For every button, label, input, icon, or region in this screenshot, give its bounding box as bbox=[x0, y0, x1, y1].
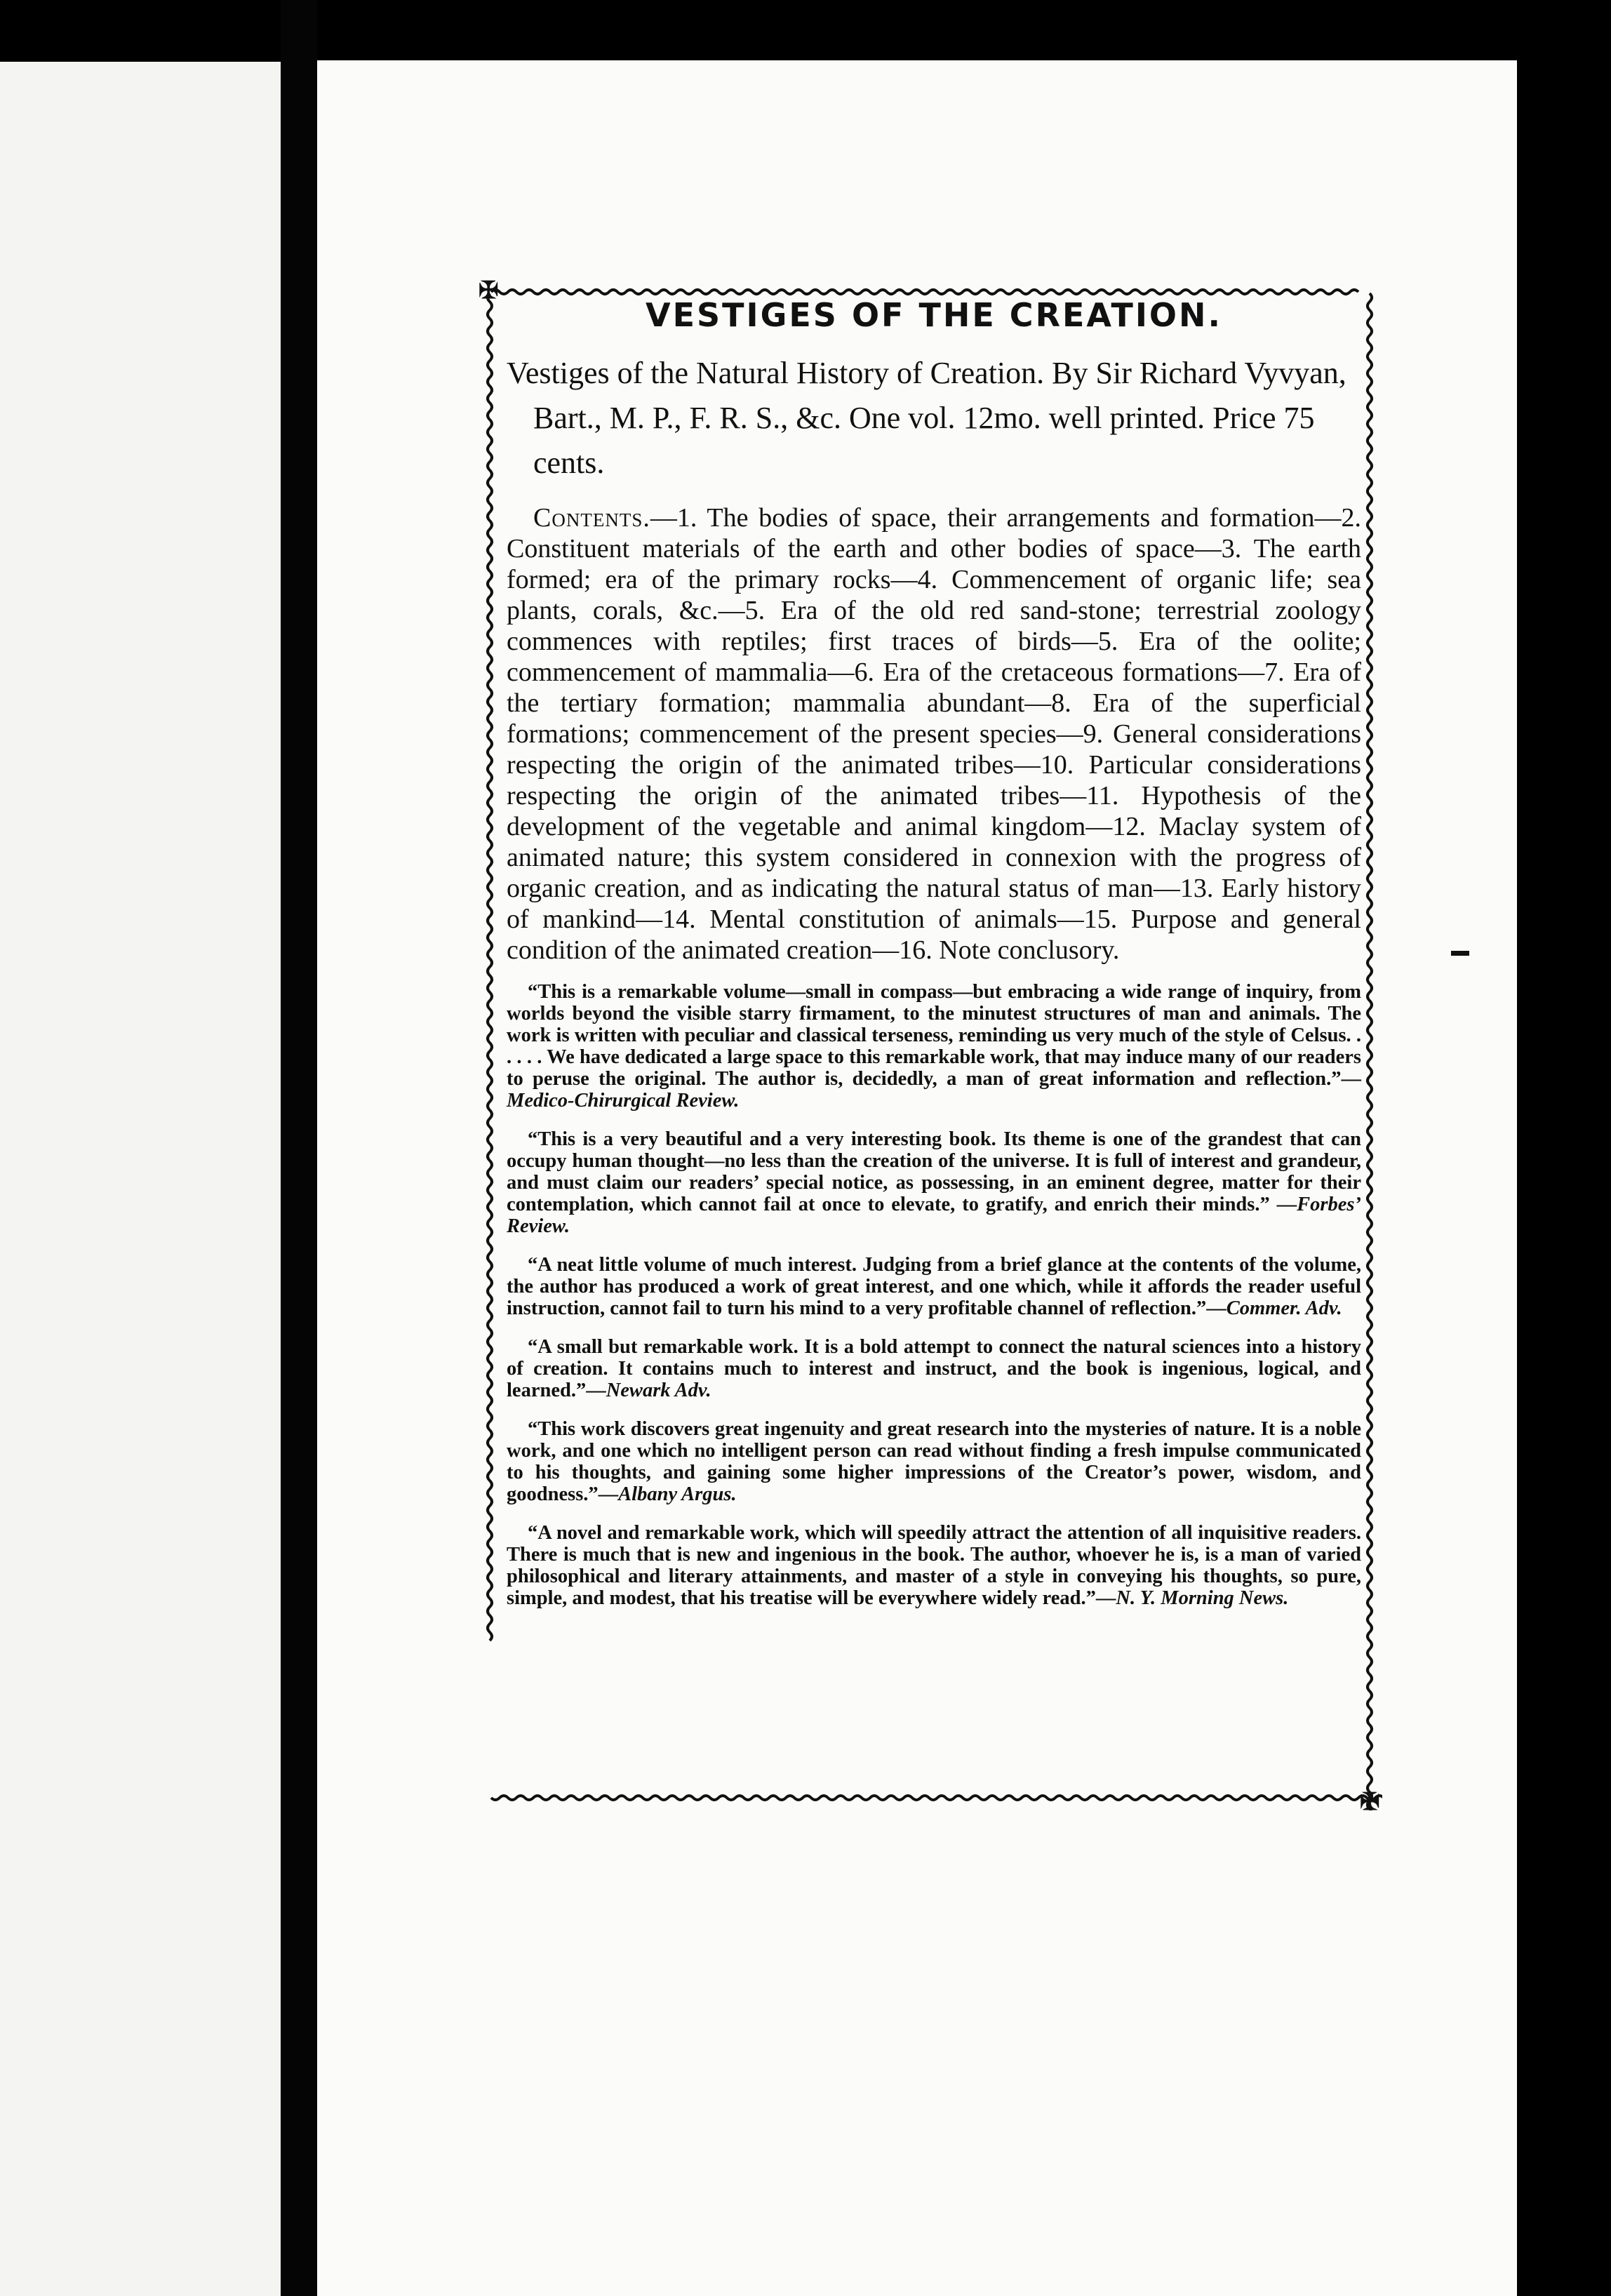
contents-text: —1. The bodies of space, their arrangements and formation—2. Constituent materials of the earth and other bodies of space—3. The earth formed; era of the primary rocks—4. Commencement of organic life; sea plants, corals, &c.—5. Era of the old red sand-stone; terrestrial zoology commences with reptiles; first traces of birds—5. Era of the oolite; commencement of mammalia—6. Era of the cretaceous formations—7. Era of the tertiary formation; mammalia abundant—8. Era of the superficial formations; commencement of the present species—9. General considerations respecting the origin of the animated tribes—10. Particular considerations respecting the origin of the animated tribes—11. Hypothesis of the development of the vegetable and animal kingdom—12. Maclay system of animated nature; this system considered in connexion with the progress of organic creation, and as indicating the natural status of man—13. Early history of mankind—14. Mental constitution of animals—15. Purpose and general condition of the animated creation—16. Note conclusory. bbox=[507, 503, 1361, 965]
review-source: Commer. Adv. bbox=[1226, 1297, 1342, 1319]
margin-mark bbox=[1451, 951, 1469, 956]
review-source: Newark Adv. bbox=[606, 1380, 711, 1401]
contents-label: Contents. bbox=[533, 503, 650, 533]
border-left bbox=[488, 293, 492, 1641]
review-source: Medico-Chirurgical Review. bbox=[507, 1090, 740, 1112]
border-right bbox=[1368, 293, 1372, 1810]
review-text: “This work discovers great ingenuity and great research into the mysteries of nature. It is a noble work, and one which no intelligent person can read without finding a fresh impulse communicated to his thoughts, and gaining some higher impressions of the Creator’s power, wisdom, and goodness.”— bbox=[507, 1418, 1361, 1505]
review-text: “This is a very beautiful and a very interesting book. Its theme is one of the grandest that can occupy human thought—no less than the creation of the universe. It is full of interest and grandeur, and must claim our readers’ special notice, as possessing, in an eminent degree, matter for their contemplation, which cannot fail at once to elevate, to gratify, and enrich their minds.” — bbox=[507, 1128, 1361, 1215]
advertisement-frame bbox=[477, 278, 1382, 1815]
review-text: “A novel and remarkable work, which will speedily attract the attention of all inquisitive readers. There is much that is new and ingenious in the book. The author, whoever he is, is a man of varied philosophical and literary attainments, and master of a style in conveying his thoughts, so pure, simple, and modest, that his treatise will be everywhere widely read.”— bbox=[507, 1522, 1361, 1609]
right-scan-edge bbox=[1517, 0, 1611, 2296]
left-page bbox=[0, 62, 281, 2296]
review-text: “A small but remarkable work. It is a bold attempt to connect the natural sciences into a history of creation. It contains much to interest and instruct, and the book is ingenious, logical, and learned.”— bbox=[507, 1336, 1361, 1401]
ad-title: VESTIGES OF THE CREATION. bbox=[645, 296, 1223, 334]
review-source: N. Y. Morning News. bbox=[1116, 1587, 1289, 1609]
review-quote bbox=[507, 1522, 1361, 1609]
review-quote bbox=[507, 1418, 1361, 1505]
review-text: “A neat little volume of much interest. Judging from a brief glance at the contents of the volume, the author has produced a work of great interest, and one which, while it affords the reader useful instruction, cannot fail to turn his mind to a very profitable channel of reflection.”— bbox=[507, 1254, 1361, 1319]
review-text: “This is a remarkable volume—small in compass—but embracing a wide range of inquiry, from worlds beyond the visible starry firmament, to the minutest structures of man and animals. The work is written with peculiar and classical terseness, reminding us very much of the style of Celsus. . . . . . We have dedicated a large space to this remarkable work, that may induce many of our readers to peruse the original. The author is, decidedly, a man of great information and reflection.”— bbox=[507, 981, 1361, 1090]
contents-paragraph bbox=[507, 502, 1361, 966]
border-top bbox=[491, 290, 1358, 294]
corner-ornament-top-left: ✠ bbox=[479, 278, 499, 304]
corner-ornament-bottom-right: ✠ bbox=[1360, 1789, 1380, 1815]
review-quote bbox=[507, 981, 1361, 1112]
review-source: Forbes’ Review. bbox=[507, 1194, 1361, 1237]
advertisement-content bbox=[507, 296, 1361, 1626]
book-gutter bbox=[281, 0, 317, 2296]
book-description: Vestiges of the Natural History of Creation. By Sir Richard Vyvyan, Bart., M. P., F. R. S., &c. One vol. 12mo. well printed. Price 75 cents. bbox=[507, 356, 1346, 480]
review-quote bbox=[507, 1336, 1361, 1401]
border-bottom bbox=[491, 1796, 1382, 1800]
review-quote bbox=[507, 1128, 1361, 1237]
review-quote bbox=[507, 1254, 1361, 1319]
review-source: Albany Argus. bbox=[618, 1483, 737, 1505]
